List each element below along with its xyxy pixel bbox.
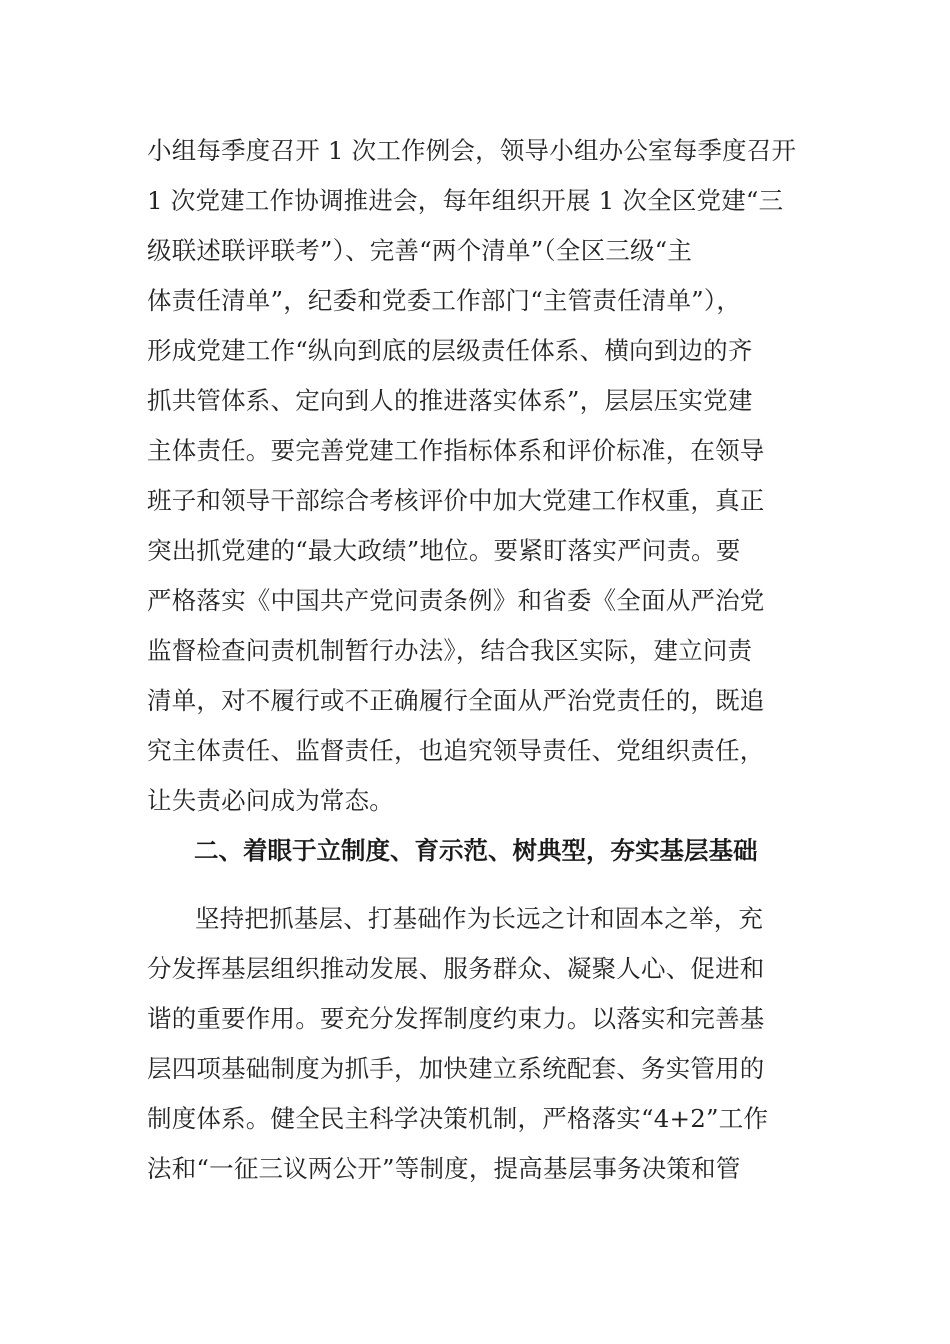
section-heading: 二、着眼于立制度、育示范、树典型，夯实基层基础 [194, 836, 758, 865]
text-line: 制度体系。健全民主科学决策机制，严格落实“4+2”工作 [147, 1104, 769, 1133]
text-line: 法和“一征三议两公开”等制度，提高基层事务决策和管 [147, 1154, 741, 1183]
text-line: 主体责任。要完善党建工作指标体系和评价标准，在领导 [147, 436, 765, 465]
text-line: 监督检查问责机制暂行办法》，结合我区实际，建立问责 [147, 636, 753, 665]
text-line: 体责任清单”，纪委和党委工作部门“主管责任清单”）， [147, 286, 742, 315]
text-line: 谐的重要作用。要充分发挥制度约束力。以落实和完善基 [147, 1004, 765, 1033]
text-line: 分发挥基层组织推动发展、服务群众、凝聚人心、促进和 [147, 954, 765, 983]
text-line: 究主体责任、监督责任，也追究领导责任、党组织责任， [147, 736, 765, 765]
text-line: 级联述联评联考”）、完善“两个清单”（全区三级“主 [147, 236, 693, 265]
text-line: 班子和领导干部综合考核评价中加大党建工作权重，真正 [147, 486, 765, 515]
text-line: 坚持把抓基层、打基础作为长远之计和固本之举，充 [195, 904, 764, 933]
text-line: 1 次党建工作协调推进会，每年组织开展 1 次全区党建“三 [147, 186, 784, 215]
text-line: 清单，对不履行或不正确履行全面从严治党责任的，既追 [147, 686, 765, 715]
text-line: 形成党建工作“纵向到底的层级责任体系、横向到边的齐 [147, 336, 753, 365]
text-line: 抓共管体系、定向到人的推进落实体系”，层层压实党建 [147, 386, 753, 415]
text-line: 小组每季度召开 1 次工作例会，领导小组办公室每季度召开 [147, 136, 797, 165]
text-line: 让失责必问成为常态。 [147, 786, 394, 815]
text-line: 突出抓党建的“最大政绩”地位。要紧盯落实严问责。要 [147, 536, 741, 565]
text-line: 严格落实《中国共产党问责条例》和省委《全面从严治党 [147, 586, 765, 615]
text-line: 层四项基础制度为抓手，加快建立系统配套、务实管用的 [147, 1054, 765, 1083]
